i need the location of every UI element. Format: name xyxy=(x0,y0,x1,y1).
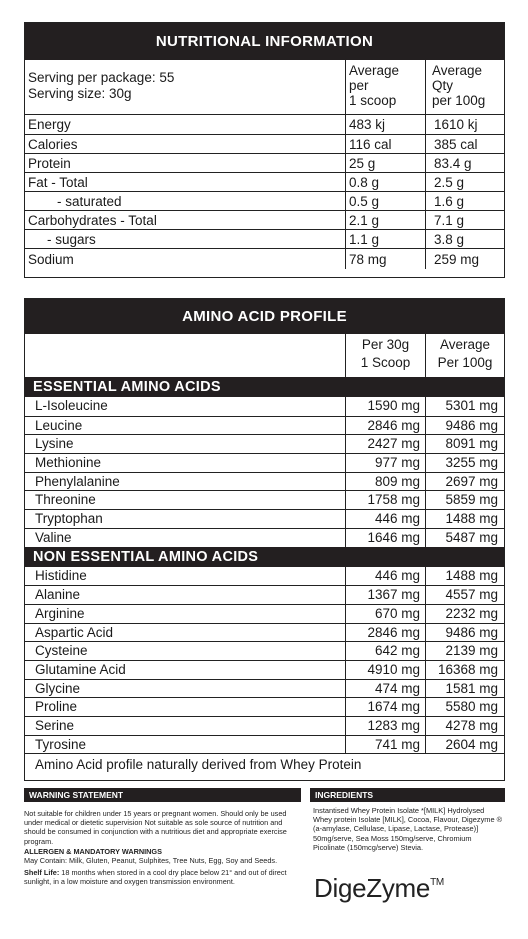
amino-name: Arginine xyxy=(35,605,85,621)
amino-name: Phenylalanine xyxy=(35,473,120,489)
amino-per-100g: 2604 mg xyxy=(425,736,504,754)
col-per-scoop-header: Average per 1 scoop xyxy=(345,60,425,114)
amino-name: Histidine xyxy=(35,567,87,583)
amino-per-100g: 5301 mg xyxy=(425,397,504,416)
amino-name: Glutamine Acid xyxy=(35,661,126,677)
nutrition-per-100g: 83.4 g xyxy=(425,154,503,172)
amino-per-scoop: 741 mg xyxy=(345,736,425,754)
nutrition-label: - saturated xyxy=(57,194,122,209)
amino-footnote: Amino Acid profile naturally derived from Whey Protein xyxy=(25,753,504,775)
amino-per-scoop: 1590 mg xyxy=(345,397,425,416)
nutrition-label: Sodium xyxy=(28,252,74,267)
digezyme-logo: DigeZyme™ xyxy=(314,873,444,903)
amino-row xyxy=(25,416,504,435)
amino-per-100g: 3255 mg xyxy=(425,454,504,472)
amino-name: L-Isoleucine xyxy=(35,398,108,413)
col-per-100g-header: Average Qty per 100g xyxy=(425,60,503,114)
amino-per-100g: 16368 mg xyxy=(425,661,504,679)
amino-per-100g: 5487 mg xyxy=(425,529,504,547)
amino-per-100g: 8091 mg xyxy=(425,435,504,453)
nutrition-label: Energy xyxy=(28,117,71,132)
warning-block xyxy=(24,809,304,887)
amino-per-100g: 4557 mg xyxy=(425,586,504,604)
nutrition-per-100g: 385 cal xyxy=(425,135,503,153)
amino-row xyxy=(25,453,504,472)
amino-per-scoop: 809 mg xyxy=(345,473,425,491)
nutrition-per-scoop: 0.8 g xyxy=(345,173,425,191)
amino-per-scoop: 1646 mg xyxy=(345,529,425,547)
amino-per-100g: 1488 mg xyxy=(425,510,504,528)
amino-name: Serine xyxy=(35,718,75,733)
nutrition-label: - sugars xyxy=(47,232,96,247)
nutrition-per-scoop: 116 cal xyxy=(345,135,425,153)
amino-col-per-scoop-header: Per 30g 1 Scoop xyxy=(345,334,425,377)
ingredients-title: INGREDIENTS xyxy=(310,788,505,802)
nutrition-row xyxy=(25,248,504,269)
amino-name: Threonine xyxy=(35,492,96,508)
amino-row xyxy=(25,623,504,642)
nutrition-row xyxy=(25,191,504,210)
allergen-text: May Contain: Milk, Gluten, Peanut, Sulphites, Tree Nuts, Egg, Soy and Seeds. xyxy=(24,856,278,866)
nutrition-row xyxy=(25,153,504,172)
amino-per-scoop: 1674 mg xyxy=(345,698,425,716)
amino-per-scoop: 642 mg xyxy=(345,642,425,660)
amino-name: Valine xyxy=(35,529,72,545)
nutrition-row xyxy=(25,172,504,191)
amino-header-row xyxy=(25,334,504,377)
amino-per-100g: 2232 mg xyxy=(425,605,504,623)
amino-row xyxy=(25,472,504,491)
amino-row xyxy=(25,604,504,623)
warning-title: WARNING STATEMENT xyxy=(24,788,301,802)
nutrition-title: NUTRITIONAL INFORMATION xyxy=(25,23,504,60)
amino-panel xyxy=(24,298,505,781)
amino-row xyxy=(25,397,504,416)
ingredients-text: Instantised Whey Protein Isolate *[MILK] Hydrolysed Whey protein Isolate [MILK], Cocoa, Flavour, Digezyme ® (a-amylase, Cellulase, Lipase, Lactase, Protease)] 50mg/serve, Sea Moss 150mg/serve, Chromium Picolinate (150mcg/serve) Stevia. xyxy=(313,806,503,852)
amino-per-scoop: 2846 mg xyxy=(345,417,425,435)
serving-per-package: Serving per package: 55 xyxy=(28,70,175,85)
amino-row xyxy=(25,528,504,547)
amino-row xyxy=(25,660,504,679)
amino-per-scoop: 2427 mg xyxy=(345,435,425,453)
amino-per-100g: 2139 mg xyxy=(425,642,504,660)
nutrition-per-scoop: 1.1 g xyxy=(345,230,425,248)
nutrition-row xyxy=(25,134,504,153)
nutrition-per-100g: 259 mg xyxy=(425,249,503,269)
amino-per-scoop: 1283 mg xyxy=(345,717,425,735)
amino-name: Alanine xyxy=(35,587,81,603)
warning-text: Not suitable for children under 15 years or pregnant women. Should only be used under medical or dietetic supervision Not suitable as sole source of nutrition and should be consumed in conjunction with a nutritious diet and appropriate exercise program. xyxy=(24,809,287,846)
allergen-title: ALLERGEN & MANDATORY WARNINGS xyxy=(24,846,162,856)
amino-per-100g: 1488 mg xyxy=(425,567,504,586)
amino-per-100g: 4278 mg xyxy=(425,717,504,735)
essential-section-title: ESSENTIAL AMINO ACIDS xyxy=(25,377,504,397)
nutrition-per-scoop: 78 mg xyxy=(345,249,425,269)
amino-name: Lysine xyxy=(35,436,74,452)
amino-row xyxy=(25,716,504,735)
nutrition-row xyxy=(25,210,504,229)
nutrition-label: Fat - Total xyxy=(28,175,88,190)
amino-per-100g: 9486 mg xyxy=(425,417,504,435)
amino-per-scoop: 2846 mg xyxy=(345,624,425,642)
amino-per-100g: 2697 mg xyxy=(425,473,504,491)
nutrition-per-scoop: 483 kj xyxy=(345,115,425,134)
amino-per-100g: 9486 mg xyxy=(425,624,504,642)
nutrition-label: Calories xyxy=(28,137,78,152)
amino-row xyxy=(25,567,504,586)
amino-name: Leucine xyxy=(35,417,83,433)
nutrition-per-100g: 1.6 g xyxy=(425,192,503,210)
amino-row xyxy=(25,735,504,754)
nutrition-per-100g: 2.5 g xyxy=(425,173,503,191)
amino-name: Tryptophan xyxy=(35,511,103,527)
amino-name: Aspartic Acid xyxy=(35,624,114,640)
amino-per-scoop: 1367 mg xyxy=(345,586,425,604)
nutrition-per-100g: 7.1 g xyxy=(425,211,503,229)
amino-title: AMINO ACID PROFILE xyxy=(25,299,504,334)
amino-per-scoop: 446 mg xyxy=(345,510,425,528)
amino-per-scoop: 670 mg xyxy=(345,605,425,623)
amino-per-scoop: 446 mg xyxy=(345,567,425,586)
nutrition-per-scoop: 0.5 g xyxy=(345,192,425,210)
shelf-life: Shelf Life: 18 months when stored in a cool dry place below 21° and out of direct sunlight, in a low moisture and oxygen transmission environment. xyxy=(24,868,287,887)
amino-row xyxy=(25,490,504,509)
amino-per-scoop: 977 mg xyxy=(345,454,425,472)
non-essential-section-title: NON ESSENTIAL AMINO ACIDS xyxy=(25,547,504,567)
amino-per-100g: 5580 mg xyxy=(425,698,504,716)
nutrition-label: Protein xyxy=(28,156,71,171)
nutrition-row xyxy=(25,229,504,248)
amino-row xyxy=(25,434,504,453)
amino-name: Methionine xyxy=(35,455,102,471)
amino-name: Cysteine xyxy=(35,643,88,659)
amino-row xyxy=(25,585,504,604)
nutrition-header-row xyxy=(25,60,504,114)
amino-per-100g: 1581 mg xyxy=(425,680,504,698)
amino-row xyxy=(25,679,504,698)
amino-col-per-100g-header: Average Per 100g xyxy=(425,334,504,377)
amino-name: Proline xyxy=(35,699,78,715)
amino-per-scoop: 4910 mg xyxy=(345,661,425,679)
nutrition-per-scoop: 25 g xyxy=(345,154,425,172)
serving-size: Serving size: 30g xyxy=(28,86,132,101)
amino-per-scoop: 474 mg xyxy=(345,680,425,698)
nutrition-row xyxy=(25,115,504,134)
nutrition-label: Carbohydrates - Total xyxy=(28,213,157,228)
nutrition-per-scoop: 2.1 g xyxy=(345,211,425,229)
nutrition-per-100g: 3.8 g xyxy=(425,230,503,248)
amino-per-100g: 5859 mg xyxy=(425,491,504,509)
nutrition-per-100g: 1610 kj xyxy=(425,115,503,134)
nutrition-panel xyxy=(24,22,505,278)
amino-per-scoop: 1758 mg xyxy=(345,491,425,509)
amino-name: Tyrosine xyxy=(35,736,87,752)
amino-row xyxy=(25,641,504,660)
amino-name: Glycine xyxy=(35,680,81,696)
amino-row xyxy=(25,509,504,528)
amino-row xyxy=(25,697,504,716)
